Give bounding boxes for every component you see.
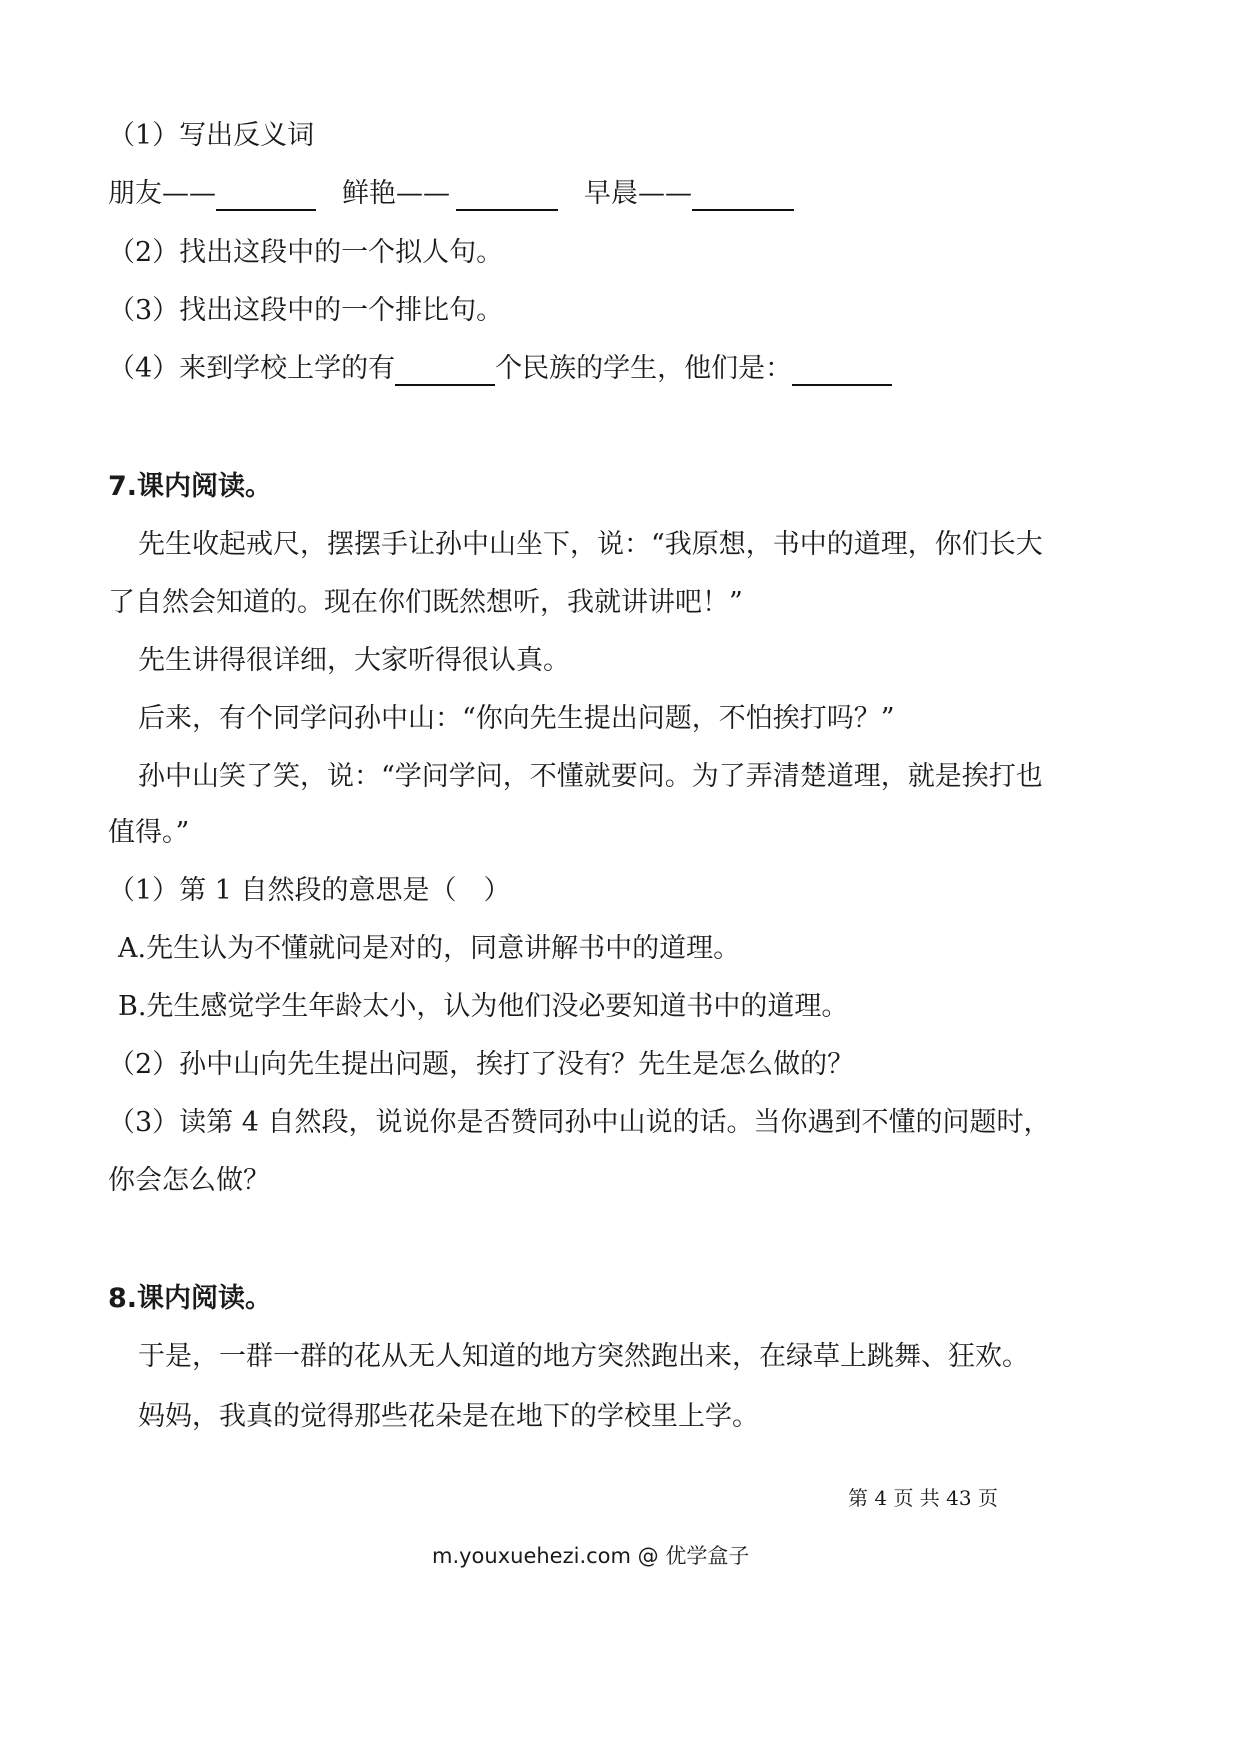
section-7-para2: 先生讲得很详细，大家听得很认真。 [138,645,570,676]
source-watermark: m.youxuehezi.com @ 优学盒子 [432,1544,750,1568]
section-8-para1: 于是，一群一群的花从无人知道的地方突然跑出来，在绿草上跳舞、狂欢。 [138,1341,1029,1372]
section-7-para4-line1: 孙中山笑了笑，说：“学问学问，不懂就要问。为了弄清楚道理，就是挨打也 [138,761,1043,792]
question-6-4-part1: （4）来到学校上学的有 [108,353,396,384]
ethnic-names-blank[interactable] [792,354,892,386]
antonym-row [108,177,794,211]
page-number: 第 4 页 共 43 页 [848,1486,998,1510]
ethnic-count-blank[interactable] [395,354,495,386]
antonym-word-1: 朋友—— [108,178,216,209]
question-7-3-line1: （3）读第 4 自然段，说说你是否赞同孙中山说的话。当你遇到不懂的问题时， [108,1107,1051,1138]
question-6-4 [108,352,892,386]
section-7-para3: 后来，有个同学问孙中山：“你向先生提出问题，不怕挨打吗？” [138,703,895,734]
antonym-word-2: 鲜艳—— [342,178,450,209]
antonym-blank-2[interactable] [456,179,558,211]
option-a: A.先生认为不懂就问是对的，同意讲解书中的道理。 [118,933,741,964]
section-7-para1-line2: 了自然会知道的。现在你们既然想听，我就讲讲吧！” [108,587,743,618]
question-7-1: （1）第 1 自然段的意思是（ ） [108,875,511,906]
antonym-blank-1[interactable] [216,179,316,211]
question-6-2: （2）找出这段中的一个拟人句。 [108,237,504,268]
section-8-heading: 8.课内阅读。 [108,1283,273,1314]
antonym-word-3: 早晨—— [584,178,692,209]
section-7-heading: 7.课内阅读。 [108,471,273,502]
antonym-blank-3[interactable] [692,179,794,211]
section-7-para1-line1: 先生收起戒尺，摆摆手让孙中山坐下，说：“我原想，书中的道理，你们长大 [138,529,1043,560]
section-7-para4-line2: 值得。” [108,817,190,848]
question-7-2: （2）孙中山向先生提出问题，挨打了没有？先生是怎么做的？ [108,1049,855,1080]
section-8-para2: 妈妈，我真的觉得那些花朵是在地下的学校里上学。 [138,1401,759,1432]
question-6-1-label: （1）写出反义词 [108,120,315,151]
question-6-3: （3）找出这段中的一个排比句。 [108,295,504,326]
question-6-4-part2: 个民族的学生，他们是： [495,353,793,384]
question-7-3-line2: 你会怎么做？ [108,1165,270,1196]
option-b: B.先生感觉学生年龄太小，认为他们没必要知道书中的道理。 [118,991,849,1022]
